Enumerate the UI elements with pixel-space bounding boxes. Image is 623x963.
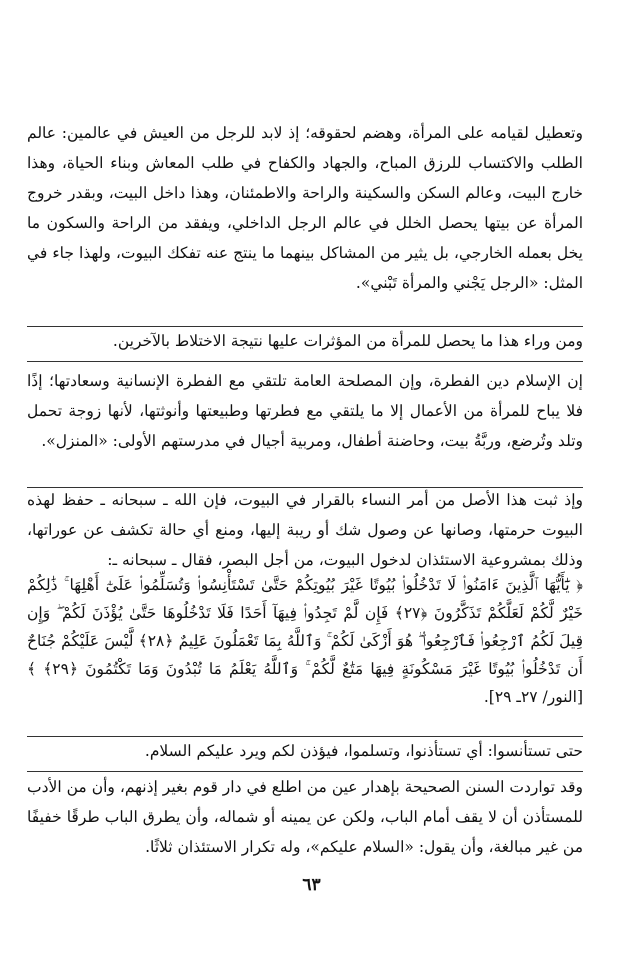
quran-verse-block (27, 571, 583, 711)
paragraph-1: وتعطيل لقيامه على المرأة، وهضم لحقوقه؛ إذ لابد للرجل من العيش في عالمين: عالم الطلب والاكتساب للرزق المباح، والجهاد والكفاح في طلب المعاش وبناء الحياة، وهذا خارج البيت، وعالم السكن والسكينة والراحة والاطمئنان، وهذا داخل البيت، وبقدر خروج المرأة عن بيتها يحصل الخلل في عالم الرجل الداخلي، ويفقد من الراحة والسكون ما يخل بعمله الخارجي، بل يثير من المشاكل بينهما ما ينتج عنه تفكك البيوت، ولهذا جاء في المثل: «الرجل يَجْني والمرأة تَبْني». (27, 124, 583, 292)
page-number: ٦٣ (302, 875, 321, 895)
paragraph-5: حتى تستأنسوا: أي تستأذنوا، وتسلموا، فيؤذن لكم ويرد عليكم السلام. (144, 742, 583, 760)
paragraph-4: وإذ ثبت هذا الأصل من أمر النساء بالقرار في البيوت، فإن الله ـ سبحانه ـ حفظ لهذه البيوت حرمتها، وصانها عن وصول شك أو ريبة إليها، ومنع أي حالة تكشف عن عوراتها، وذلك بمشروعية الاستئذان لدخول البيوت، من أجل البصر، فقال ـ سبحانه ـ: (27, 491, 583, 569)
section-divider (27, 361, 583, 362)
quran-reference: [النور/ ٢٧ـ ٢٩]. (483, 688, 583, 706)
paragraph-6: وقد تواردت السنن الصحيحة بإهدار عين من اطلع في دار قوم بغير إذنهم، وأن من الأدب للمستأذن أن لا يقف أمام الباب، ولكن عن يمينه أو شماله، وأن يطرق الباب طرقًا خفيفًا من غير مبالغة، وأن يقول: «السلام عليكم»، وله تكرار الاستئذان ثلاثًا. (27, 778, 583, 856)
quran-verse-text: ﴿ يَٰٓأَيُّهَا ٱلَّذِينَ ءَامَنُوا۟ لَا تَدْخُلُوا۟ بُيُوتًا غَيْرَ بُيُوتِكُمْ حَتَّىٰ تَسْتَأْنِسُوا۟ وَتُسَلِّمُوا۟ عَلَىٰٓ أَهْلِهَا ۚ ذَٰلِكُمْ خَيْرٌ لَّكُمْ لَعَلَّكُمْ تَذَكَّرُونَ ﴿٢٧﴾ فَإِن لَّمْ تَجِدُوا۟ فِيهَآ أَحَدًا فَلَا تَدْخُلُوهَا حَتَّىٰ يُؤْذَنَ لَكُمْ ۖ وَإِن قِيلَ لَكُمُ ٱرْجِعُوا۟ فَٱرْجِعُوا۟ ۖ هُوَ أَزْكَىٰ لَكُمْ ۚ وَٱللَّهُ بِمَا تَعْمَلُونَ عَلِيمٌ ﴿٢٨﴾ لَّيْسَ عَلَيْكُمْ جُنَاحٌ أَن تَدْخُلُوا۟ بُيُوتًا غَيْرَ مَسْكُونَةٍ فِيهَا مَتَٰعٌ لَّكُمْ ۚ وَٱللَّهُ يَعْلَمُ مَا تُبْدُونَ وَمَا تَكْتُمُونَ ﴿٢٩﴾ ﴾ (27, 576, 583, 678)
paragraph-3: إن الإسلام دين الفطرة، وإن المصلحة العامة تلتقي مع الفطرة الإنسانية وسعادتها؛ إذًا فلا يباح للمرأة من الأعمال إلا ما يلتقي مع فطرتها وطبيعتها وأنوثتها، لأنها زوجة تحمل وتلد وتُرضع، وربَّةُ بيت، وحاضنة أطفال، ومربية أجيال في مدرستهم الأولى: «المنزل». (27, 372, 583, 450)
paragraph-2: ومن وراء هذا ما يحصل للمرأة من المؤثرات عليها نتيجة الاختلاط بالآخرين. (112, 332, 583, 350)
